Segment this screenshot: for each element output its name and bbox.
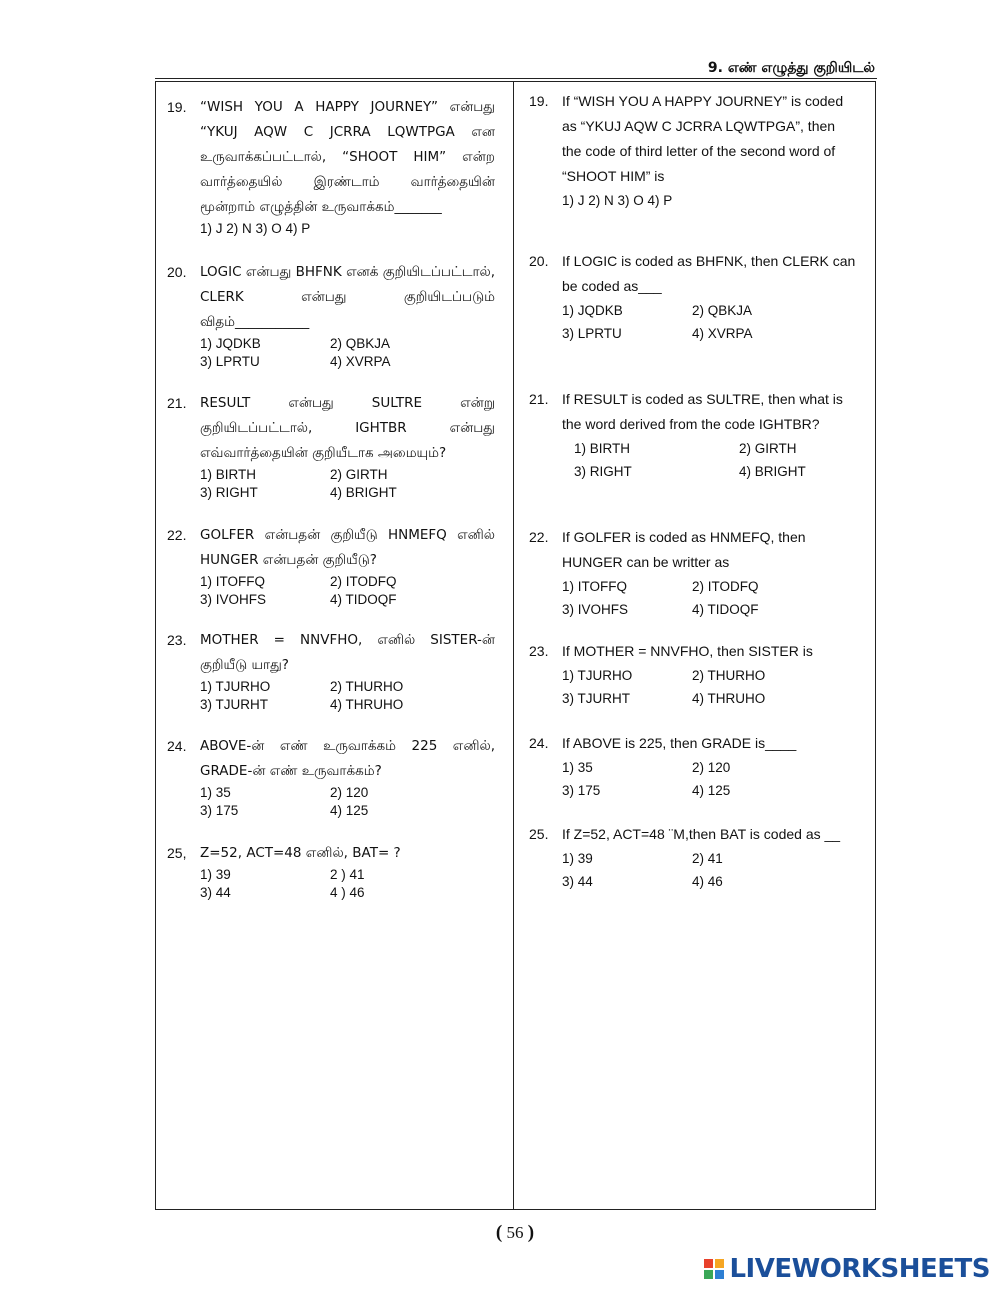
question-24-tamil <box>167 734 495 820</box>
question-number: 25. <box>529 826 549 842</box>
page-number <box>0 1222 1000 1244</box>
option: 4) 125 <box>330 803 369 818</box>
option: 3) RIGHT <box>200 485 258 500</box>
page-bracket-left: ( <box>495 1222 503 1243</box>
option: 4) TIDOQF <box>330 592 397 607</box>
brand-logo-icon <box>704 1259 724 1279</box>
option: 2) QBKJA <box>330 336 391 351</box>
options <box>200 678 495 714</box>
options <box>574 437 857 483</box>
question-21-tamil <box>167 391 495 502</box>
question-24-english <box>529 731 857 802</box>
question-text: LOGIC என்பது BHFNK எனக் குறியிடப்பட்டால், CLERK என்பது குறியிடப்படும் விதம்___________ <box>200 264 495 330</box>
option: 4) XVRPA <box>692 326 753 341</box>
question-text: If LOGIC is coded as BHFNK, then CLERK can be coded as___ <box>562 253 856 294</box>
question-number: 25, <box>167 845 187 861</box>
option: 3) IVOHFS <box>200 592 267 607</box>
option: 2) ITODFQ <box>330 574 397 589</box>
question-text: If “WISH YOU A HAPPY JOURNEY” is coded as “YKUJ AQW C JCRRA LQWTPGA”, then the code of third letter of the second word of “SHOOT HIM” is <box>562 93 844 184</box>
question-text: ABOVE-ன் எண் உருவாக்கம் 225 எனில், GRADE-ன் எண் உருவாக்கம்? <box>200 738 495 779</box>
question-number: 21. <box>529 391 549 407</box>
option: 2) GIRTH <box>330 467 388 482</box>
options <box>200 466 495 502</box>
question-22-tamil <box>167 523 495 609</box>
option: 3) TJURHT <box>200 697 269 712</box>
option: 1) BIRTH <box>574 441 631 456</box>
question-number: 22. <box>167 527 187 543</box>
option: 1) JQDKB <box>200 336 261 351</box>
option: 4) XVRPA <box>330 354 391 369</box>
option: 2) GIRTH <box>739 441 797 456</box>
options <box>562 299 857 345</box>
logo-cell <box>704 1259 713 1268</box>
question-number: 19. <box>167 99 187 115</box>
question-number: 20. <box>167 264 187 280</box>
question-number: 19. <box>529 93 549 109</box>
question-number: 21. <box>167 395 187 411</box>
question-text: If MOTHER = NNVFHO, then SISTER is <box>562 643 813 659</box>
option: 3) 175 <box>562 783 601 798</box>
header-rule <box>155 78 877 79</box>
option: 2 ) 41 <box>330 867 365 882</box>
question-20-english <box>529 249 857 345</box>
option: 4) BRIGHT <box>739 464 806 479</box>
option: 1) BIRTH <box>200 467 257 482</box>
brand-name: LIVEWORKSHEETS <box>729 1254 990 1284</box>
question-text: If ABOVE is 225, then GRADE is____ <box>562 735 797 751</box>
logo-cell <box>704 1270 713 1279</box>
question-number: 23. <box>529 643 549 659</box>
option: 4) 46 <box>692 874 723 889</box>
question-text: If Z=52, ACT=48 ¨M,then BAT is coded as __ <box>562 826 841 842</box>
question-number: 20. <box>529 253 549 269</box>
question-25-tamil <box>167 841 495 902</box>
option: 1) 35 <box>200 785 231 800</box>
question-25-english <box>529 822 857 893</box>
option: 2) 41 <box>692 851 723 866</box>
option: 3) 44 <box>562 874 593 889</box>
option: 4) TIDOQF <box>692 602 759 617</box>
options <box>562 847 857 893</box>
option: 3) RIGHT <box>574 464 632 479</box>
options <box>200 573 495 609</box>
option: 1) ITOFFQ <box>562 579 628 594</box>
options <box>562 756 857 802</box>
option: 1) TJURHO <box>200 679 271 694</box>
question-text: If RESULT is coded as SULTRE, then what is the word derived from the code IGHTBR? <box>562 391 843 432</box>
options <box>200 335 495 371</box>
question-number: 22. <box>529 529 549 545</box>
question-19-tamil <box>167 95 495 238</box>
chapter-title: 9. எண் எழுத்து குறியிடல் <box>707 60 875 76</box>
question-23-tamil <box>167 628 495 714</box>
options <box>200 784 495 820</box>
question-20-tamil <box>167 260 495 371</box>
brand-watermark <box>704 1254 990 1284</box>
option: 4) 125 <box>692 783 731 798</box>
question-text: RESULT என்பது SULTRE என்று குறியிடப்பட்டால், IGHTBR என்பது எவ்வார்த்தையின் குறியீடாக அமையும்? <box>200 395 495 461</box>
question-text: Z=52, ACT=48 எனில், BAT= ? <box>200 845 401 861</box>
column-divider <box>513 81 514 1210</box>
option: 1) JQDKB <box>562 303 623 318</box>
option: 1) ITOFFQ <box>200 574 266 589</box>
option: 2) 120 <box>692 760 731 775</box>
option: 1) 35 <box>562 760 593 775</box>
options <box>200 866 495 902</box>
option: 4) THRUHO <box>692 691 766 706</box>
options-line: 1) J 2) N 3) O 4) P <box>200 221 311 236</box>
question-number: 23. <box>167 632 187 648</box>
option: 3) 175 <box>200 803 239 818</box>
page-number-value: 56 <box>506 1223 524 1242</box>
question-text: “WISH YOU A HAPPY JOURNEY” என்பது “YKUJ AQW C JCRRA LQWTPGA என உருவாக்கப்பட்டால், “SHOOT HIM” என்ற வார்த்தையில் இரண்டாம் வார்த்தையின் மூன்றாம் எழுத்தின் உருவாக்கம்_______ <box>200 99 495 215</box>
option: 3) LPRTU <box>200 354 260 369</box>
question-21-english <box>529 387 857 483</box>
option: 3) TJURHT <box>562 691 631 706</box>
question-number: 24. <box>529 735 549 751</box>
question-text: If GOLFER is coded as HNMEFQ, then HUNGER can be writter as <box>562 529 806 570</box>
option: 1) 39 <box>562 851 593 866</box>
question-text: GOLFER என்பதன் குறியீடு HNMEFQ எனில் HUNGER என்பதன் குறியீடு? <box>200 527 495 568</box>
option: 4) BRIGHT <box>330 485 397 500</box>
option: 2) THURHO <box>330 679 404 694</box>
option: 3) LPRTU <box>562 326 622 341</box>
question-22-english <box>529 525 857 621</box>
page-bracket-right: ) <box>527 1222 535 1243</box>
logo-cell <box>715 1270 724 1279</box>
question-number: 24. <box>167 738 187 754</box>
option: 2) QBKJA <box>692 303 753 318</box>
option: 2) THURHO <box>692 668 766 683</box>
option: 2) ITODFQ <box>692 579 759 594</box>
logo-cell <box>715 1259 724 1268</box>
option: 3) 44 <box>200 885 231 900</box>
option: 1) 39 <box>200 867 231 882</box>
question-text: MOTHER = NNVFHO, எனில் SISTER-ன் குறியீடு யாது? <box>200 632 495 673</box>
option: 4 ) 46 <box>330 885 365 900</box>
option: 1) TJURHO <box>562 668 633 683</box>
option: 4) THRUHO <box>330 697 404 712</box>
options <box>562 664 857 710</box>
question-23-english <box>529 639 857 710</box>
option: 2) 120 <box>330 785 369 800</box>
question-19-english <box>529 89 857 212</box>
options-line: 1) J 2) N 3) O 4) P <box>562 193 673 208</box>
option: 3) IVOHFS <box>562 602 629 617</box>
options <box>562 575 857 621</box>
